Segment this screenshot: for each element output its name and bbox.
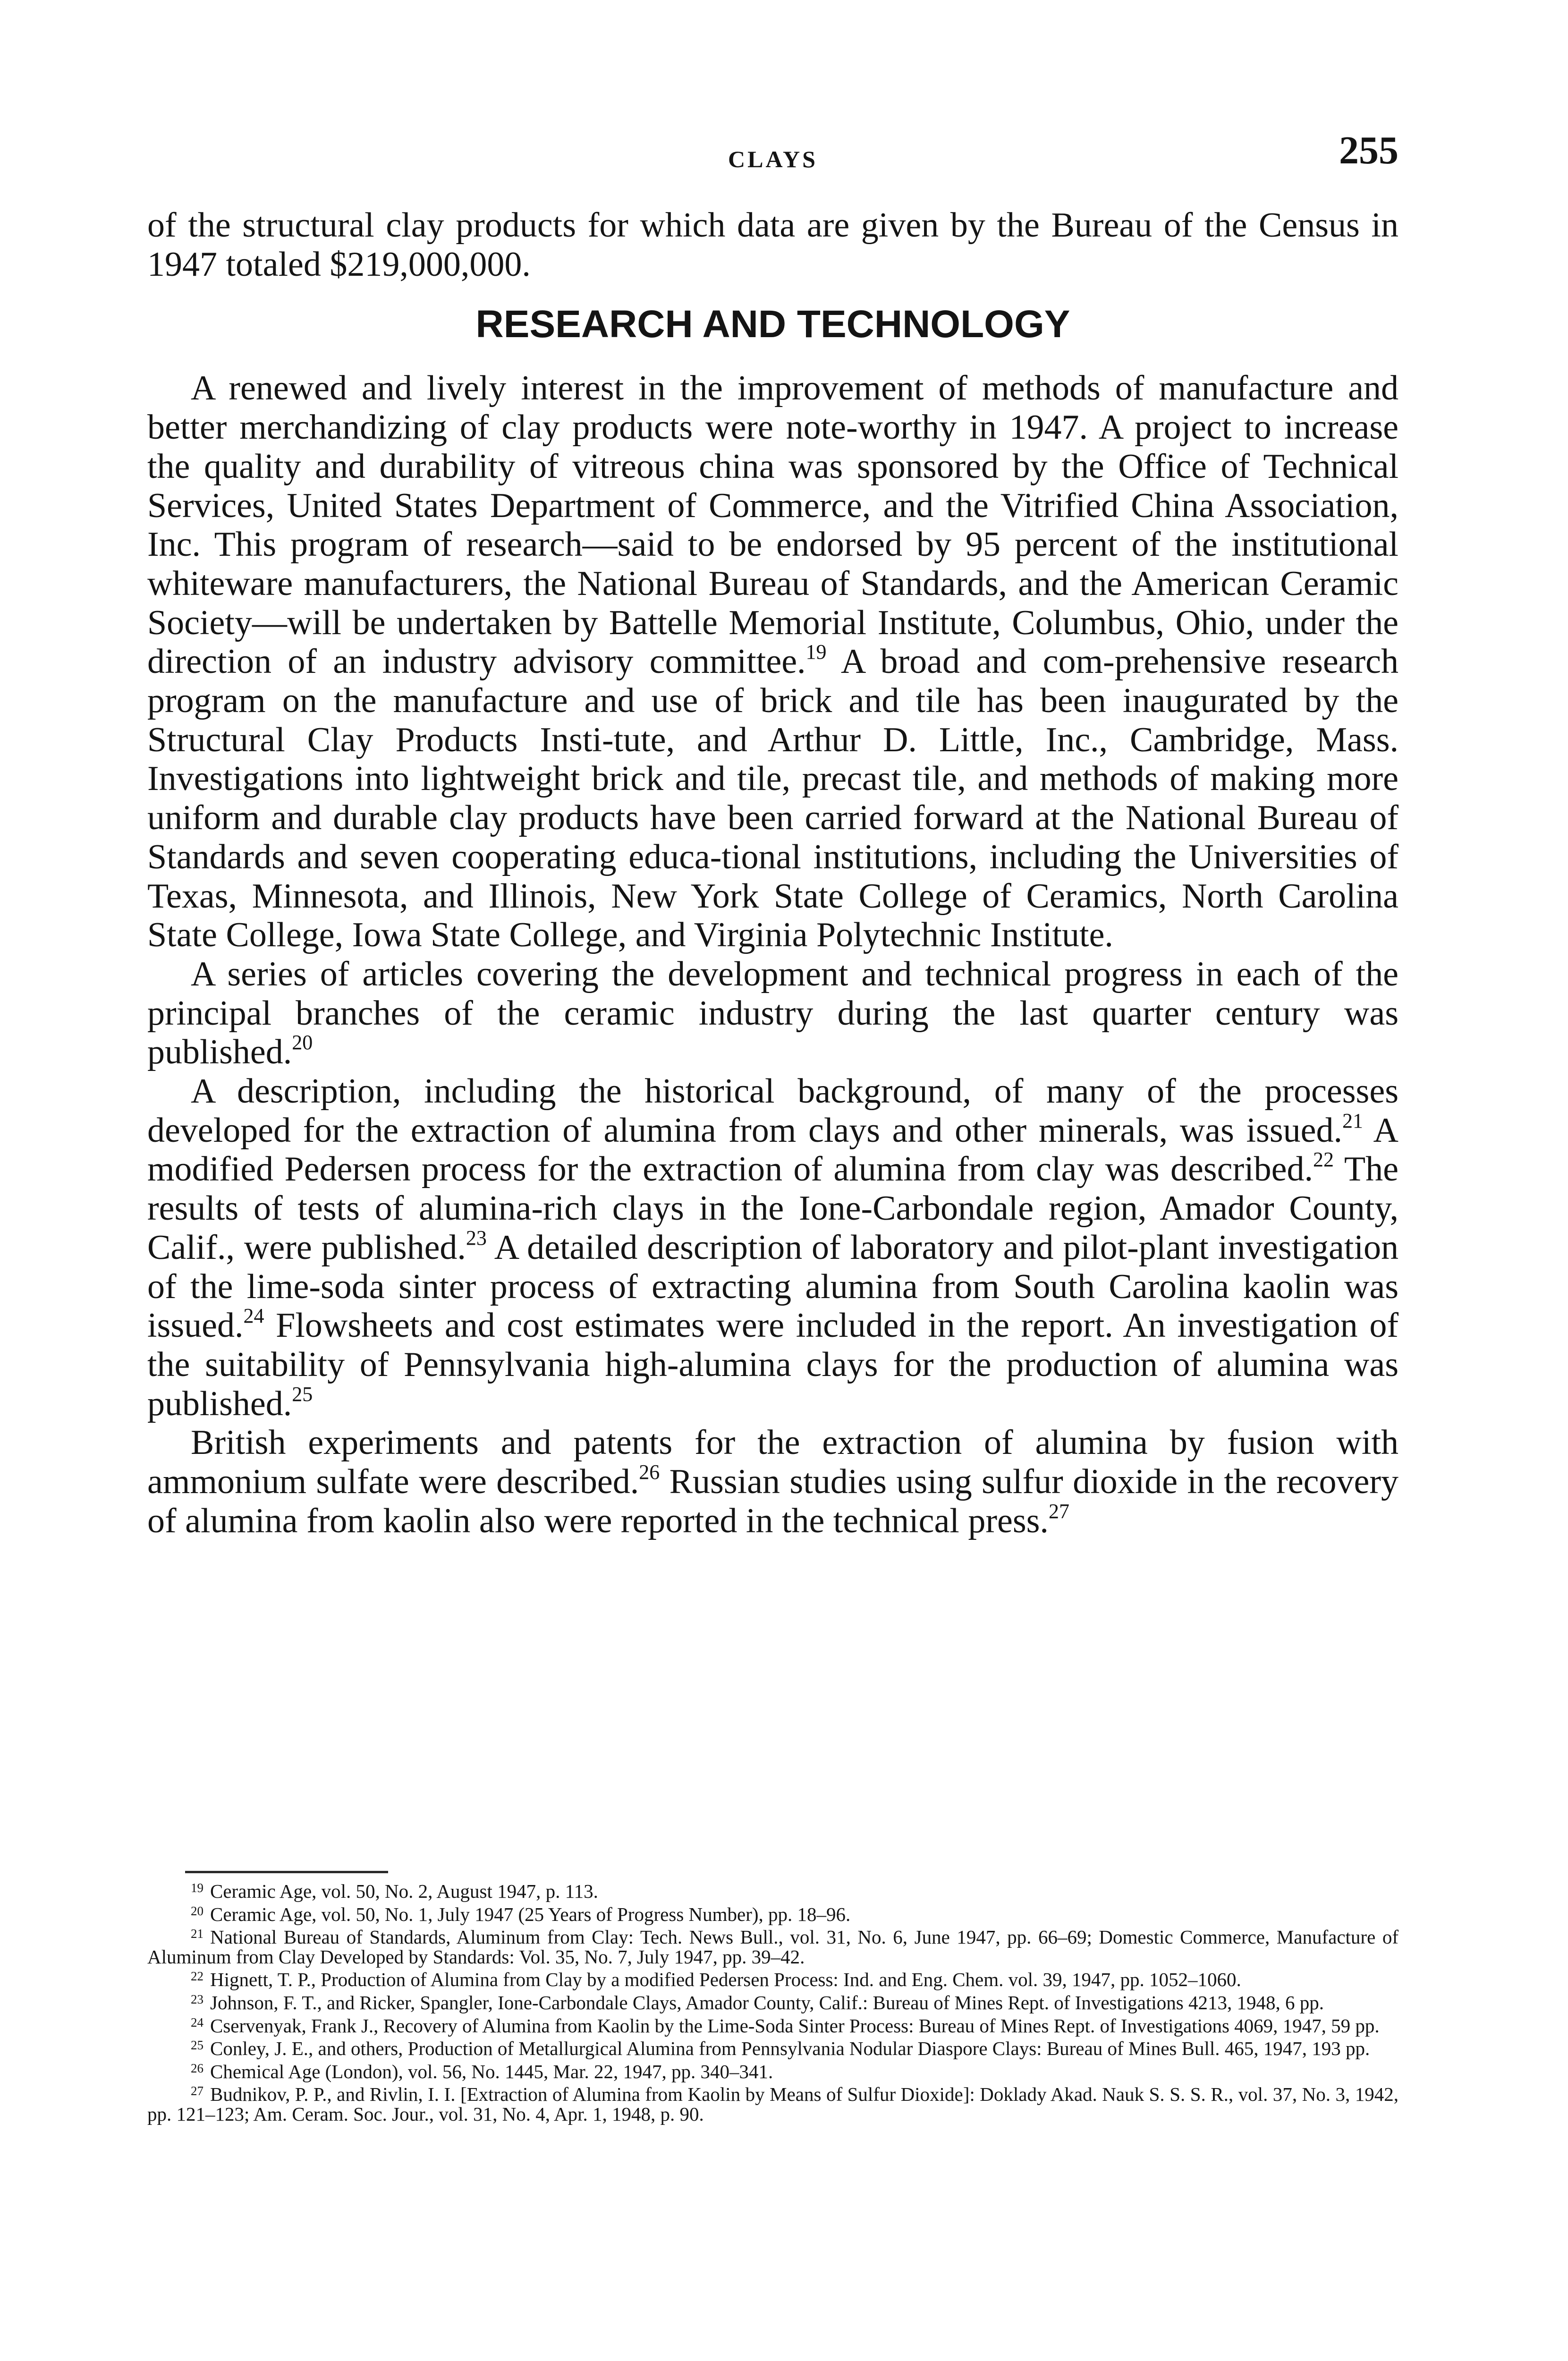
- paragraph-text: of the structural clay products for which data are given by the Bureau of the Census in 1947 totaled $219,000,000.: [147, 206, 1398, 284]
- running-title: CLAYS: [728, 146, 818, 172]
- paragraph-british-russian: [147, 1423, 1398, 1540]
- footnote-ref[interactable]: 21: [1342, 1109, 1363, 1132]
- paragraph-text: Russian studies using sulfur dioxide in the recovery of alumina from kaolin also were reported in the technical press.: [147, 1462, 1398, 1540]
- footnote-number: 19: [191, 1881, 203, 1895]
- paragraph-article-series: [147, 955, 1398, 1072]
- paragraph-text: Flowsheets and cost estimates were included in the report. An investigation of the suitability of Pennsylvania high-alumina clays for the production of alumina was published.: [147, 1306, 1398, 1423]
- footnote-ref[interactable]: 25: [292, 1382, 313, 1406]
- footnote-text: National Bureau of Standards, Aluminum from Clay: Tech. News Bull., vol. 31, No. 6, June 1947, pp. 66–69; Domestic Commerce, Manufacture of Aluminum from Clay Developed by Standards: Vol. 35, No. 7, July 1947, pp. 39–42.: [147, 1926, 1398, 1968]
- paragraph-text: A description, including the historical background, of many of the processes developed for the extraction of alumina from clays and other minerals, was issued.: [147, 1072, 1398, 1150]
- footnotes: [147, 1878, 1398, 2124]
- footnote-number: 26: [191, 2061, 203, 2075]
- footnote: [147, 1902, 1398, 1925]
- footnote-number: 25: [191, 2038, 203, 2053]
- footnote-text: Chemical Age (London), vol. 56, No. 1445, Mar. 22, 1947, pp. 340–341.: [210, 2060, 773, 2082]
- footnote-text: Hignett, T. P., Production of Alumina from Clay by a modified Pedersen Process: Ind. and Eng. Chem. vol. 39, 1947, pp. 1052–1060.: [210, 1969, 1241, 1991]
- footnote: [147, 1924, 1398, 1967]
- footnote-text: Ceramic Age, vol. 50, No. 1, July 1947 (25 Years of Progress Number), pp. 18–96.: [210, 1903, 851, 1925]
- footnote-ref[interactable]: 27: [1048, 1499, 1069, 1523]
- footnote: [147, 2036, 1398, 2059]
- footnote-number: 21: [191, 1927, 203, 1941]
- footnote: [147, 1990, 1398, 2013]
- paragraph-text: A renewed and lively interest in the improvement of methods of manufacture and better merchandizing of clay products were note-worthy in 1947. A project to increase the quality and durability of vitreous china was sponsored by the Office of Technical Services, United States Department of Commerce, and the Vitrified China Association, Inc. This program of research—said to be endorsed by 95 percent of the institutional whiteware manufacturers, the National Bureau of Standards, and the American Ceramic Society—will be undertaken by Battelle Memorial Institute, Columbus, Ohio, under the direction of an industry advisory committee.: [147, 369, 1398, 681]
- footnote-ref[interactable]: 26: [639, 1461, 660, 1484]
- footnote-text: Johnson, F. T., and Ricker, Spangler, Ione-Carbondale Clays, Amador County, Calif.: Bureau of Mines Rept. of Investigations 4213, 1948, 6 pp.: [210, 1991, 1324, 2013]
- footnote-ref[interactable]: 23: [466, 1226, 487, 1249]
- footnote-number: 23: [191, 1992, 203, 2006]
- book-page: [147, 0, 1398, 2361]
- footnote: [147, 2013, 1398, 2036]
- page-number: 255: [1339, 128, 1398, 172]
- body-text: [147, 206, 1398, 1541]
- footnote-ref[interactable]: 24: [243, 1304, 264, 1328]
- footnote-ref[interactable]: 22: [1313, 1148, 1334, 1172]
- footnote-text: Conley, J. E., and others, Production of Metallurgical Alumina from Pennsylvania Nodular Diaspore Clays: Bureau of Mines Bull. 465, 1947, 193 pp.: [210, 2038, 1370, 2060]
- footnote-text: Budnikov, P. P., and Rivlin, I. I. [Extraction of Alumina from Kaolin by Means of Sulfur Dioxide]: Doklady Akad. Nauk S. S. S. R., vol. 37, No. 3, 1942, pp. 121–123; Am. Ceram. Soc. Jour., vol. 31, No. 4, Apr. 1, 1948, p. 90.: [147, 2083, 1398, 2125]
- paragraph-alumina-extraction: [147, 1072, 1398, 1423]
- footnote-text: Ceramic Age, vol. 50, No. 2, August 1947, p. 113.: [210, 1880, 598, 1902]
- footnote-number: 27: [191, 2084, 203, 2098]
- footnote-number: 20: [191, 1903, 203, 1918]
- footnote-number: 22: [191, 1969, 203, 1984]
- paragraph-text: A series of articles covering the development and technical progress in each of the principal branches of the ceramic industry during the last quarter century was published.: [147, 954, 1398, 1072]
- footnote-ref[interactable]: 19: [805, 640, 827, 664]
- paragraph-text: British experiments and patents for the extraction of alumina by fusion with ammonium sulfate were described.: [147, 1423, 1398, 1502]
- footnote: [147, 1967, 1398, 1990]
- footnote-ref[interactable]: 20: [292, 1031, 313, 1054]
- footnote: [147, 2059, 1398, 2082]
- paragraph-continued: [147, 206, 1398, 284]
- paragraph-text: A detailed description of laboratory and pilot-plant investigation of the lime-soda sinter process of extracting alumina from South Carolina kaolin was issued.: [147, 1228, 1399, 1345]
- footnote-number: 24: [191, 2015, 203, 2030]
- footnote: [147, 2081, 1398, 2124]
- footnote-divider: [185, 1871, 388, 1873]
- paragraph-research-program: [147, 369, 1398, 955]
- paragraph-text: A broad and com-prehensive research program on the manufacture and use of brick and tile has been inaugurated by the Structural Clay Products Insti-tute, and Arthur D. Little, Inc., Cambridge, Mass. Investigations into lightweight brick and tile, precast tile, and methods of making more uniform and durable clay products have been carried forward at the National Bureau of Standards and seven cooperating educa-tional institutions, including the Universities of Texas, Minnesota, and Illinois, New York State College of Ceramics, North Carolina State College, Iowa State College, and Virginia Polytechnic Institute.: [147, 642, 1399, 955]
- footnote-text: Cservenyak, Frank J., Recovery of Alumina from Kaolin by the Lime-Soda Sinter Process: Bureau of Mines Rept. of Investigations 4069, 1947, 59 pp.: [210, 2014, 1380, 2037]
- section-heading: RESEARCH AND TECHNOLOGY: [475, 303, 1070, 346]
- footnote: [147, 1878, 1398, 1902]
- paragraph-text: A modified Pedersen process for the extraction of alumina from clay was described.: [147, 1111, 1398, 1189]
- paragraph-text: The results of tests of alumina-rich clays in the Ione-Carbondale region, Amador County, Calif., were published.: [147, 1150, 1398, 1267]
- running-head: [147, 127, 1398, 179]
